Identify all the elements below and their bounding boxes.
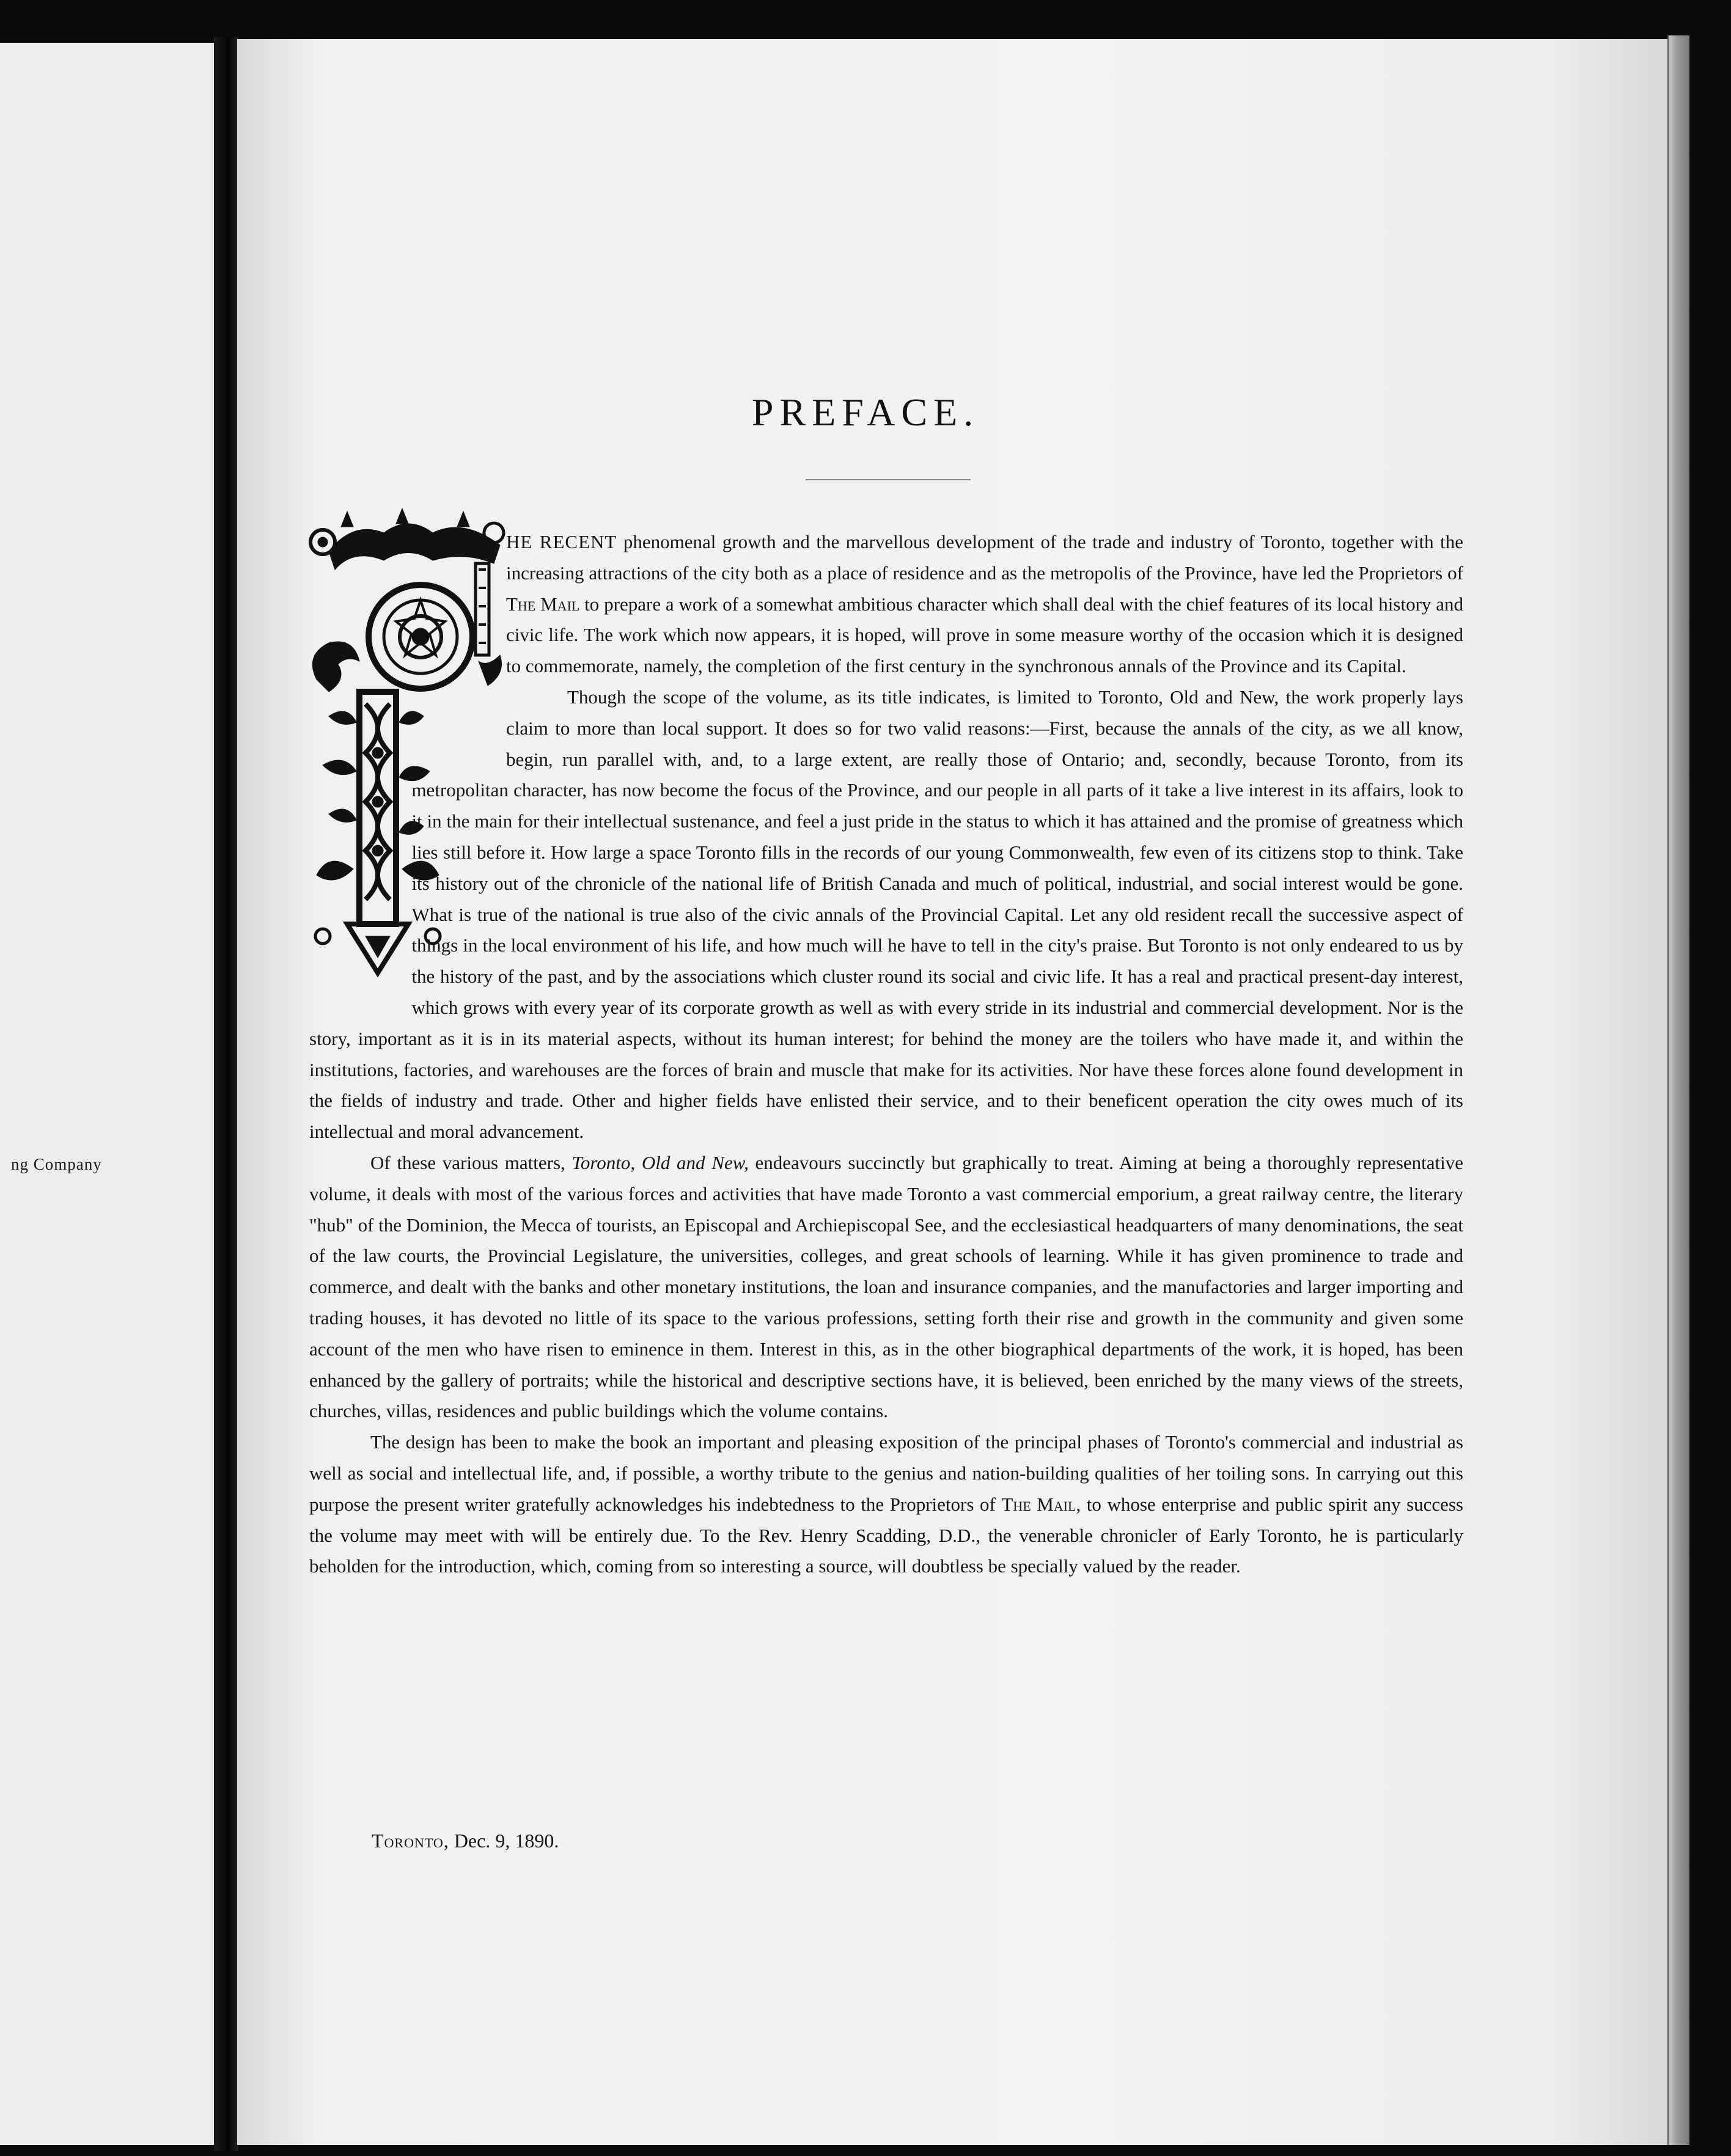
left-facing-page: [0, 43, 214, 2145]
paragraph-3-rest: endeavours succinctly but graphically to treat. Aiming at being a thoroughly representative volume, it deals with most of the various forces and activities that have made Toronto a vast commercial emporium, a great railway centre, the literary "hub" of the Dominion, the Mecca of tourists, an Episcopal and Archiepiscopal See, and the ecclesiastical headquarters of many denominations, the seat of the law courts, the Provincial Legislature, the universities, colleges, and great schools of learning. While it has given prominence to trade and commerce, and dealt with the banks and other monetary institutions, the loan and insurance companies, and the manufactories and larger importing and trading houses, it has devoted no little of its space to the various professions, setting forth their rise and growth in the community and given some account of the men who have risen to eminence in them. Interest in this, as in the other biographical departments of the work, it is hoped, has been enhanced by the gallery of portraits; while the historical and descriptive sections have, it is believed, been enriched by the many views of the streets, churches, villas, residences and public buildings which the volume contains.: [309, 1151, 1463, 1422]
paragraph-1-end: to prepare a work of a somewhat ambitious character which shall deal with the chief features of its local history and civic life. The work which now appears, it is hoped, will prove in some measure worthy of the occasion which it is designed to commemorate, namely, the completion of the first century in the synchronous annals of the Province and its Capital.: [506, 593, 1463, 677]
page-edge: [1667, 35, 1689, 2145]
the-mail-name: The Mail: [506, 593, 580, 615]
left-page-text-fragment: ng Company: [11, 1155, 102, 1173]
paragraph-4-rest: , to whose enterprise and public spirit any success the volume may meet with will be entirely due. To the Rev. Henry Scadding, D.D., the venerable chronicler of Early Toronto, he is particularly beholden for the introduction, which, coming from so interesting a source, will doubtless be specially valued by the reader.: [309, 1493, 1463, 1577]
paragraph-4: [309, 1427, 1463, 1582]
paragraph-4-start: The design has been to make the book an important and pleasing exposition of the principal phases of Toronto's commercial and industrial as well as social and intellectual life, and, if possible, a worthy tribute to the genius and nation-building qualities of her toiling sons. In carrying out this purpose the present writer gratefully acknowledges his indebtedness to the Proprietors of: [309, 1431, 1463, 1515]
signature-date: Dec. 9, 1890.: [454, 1830, 559, 1852]
the-mail-name-2: The Mail: [1001, 1493, 1076, 1515]
preface-body: [309, 527, 1463, 1582]
paragraph-3-start: Of these various matters,: [370, 1151, 565, 1173]
book-title-italic: Toronto, Old and New,: [571, 1151, 749, 1173]
paragraph-2: Though the scope of the volume, as its title indicates, is limited to Toronto, Old and New, the work properly lays claim to more than local support. It does so for two valid reasons:—First, because the annals of the city, as we all know, begin, run parallel with, and, to a large extent, are really those of Ontario; and, secondly, because Toronto, from its metropolitan character, has now become the focus of the Province, and our people in all parts of it take a live interest in its affairs, look to it in the main for their intellectual sustenance, and feel a just pride in the status to which it has attained and the promise of greatness which lies still before it. How large a space Toronto fills in the records of our young Commonwealth, few even of its citizens stop to think. Take its history out of the chronicle of the national life of British Canada and much of political, industrial, and social interest would be gone. What is true of the national is true also of the civic annals of the Provincial Capital. Let any old resident recall the successive aspect of things in the local environment of his life, and how much will he have to tell in the city's praise. But Toronto is not only endeared to us by the history of the past, and by the associations which cluster round its social and civic life. It has a real and practical present-day interest, which grows with every year of its corporate growth as well as with every stride in its industrial and commercial development. Nor is the story, important as it is in its material aspects, without its human interest; for behind the money are the toilers who have made it, and within the institutions, factories, and warehouses are the forces of brain and muscle that make for its activities. Nor have these forces alone found development in the fields of industry and trade. Other and higher fields have enlisted their service, and to their beneficent operation the city owes much of its intellectual and moral advancement.: [309, 686, 1463, 1143]
paragraph-3: [309, 1148, 1463, 1427]
signature-place: Toronto,: [372, 1830, 449, 1852]
book-gutter: [214, 37, 238, 2151]
paragraph-1-lead: HE RECENT: [506, 531, 617, 552]
paragraph-1-text: phenomenal growth and the marvellous development of the trade and industry of Toronto, together with the increasing attractions of the city both as a place of residence and as the metropolis of the Province, have led the Proprietors of: [506, 531, 1464, 584]
signature-line: [372, 1830, 559, 1852]
page-title: PREFACE.: [751, 391, 980, 434]
title-divider: [806, 479, 971, 480]
